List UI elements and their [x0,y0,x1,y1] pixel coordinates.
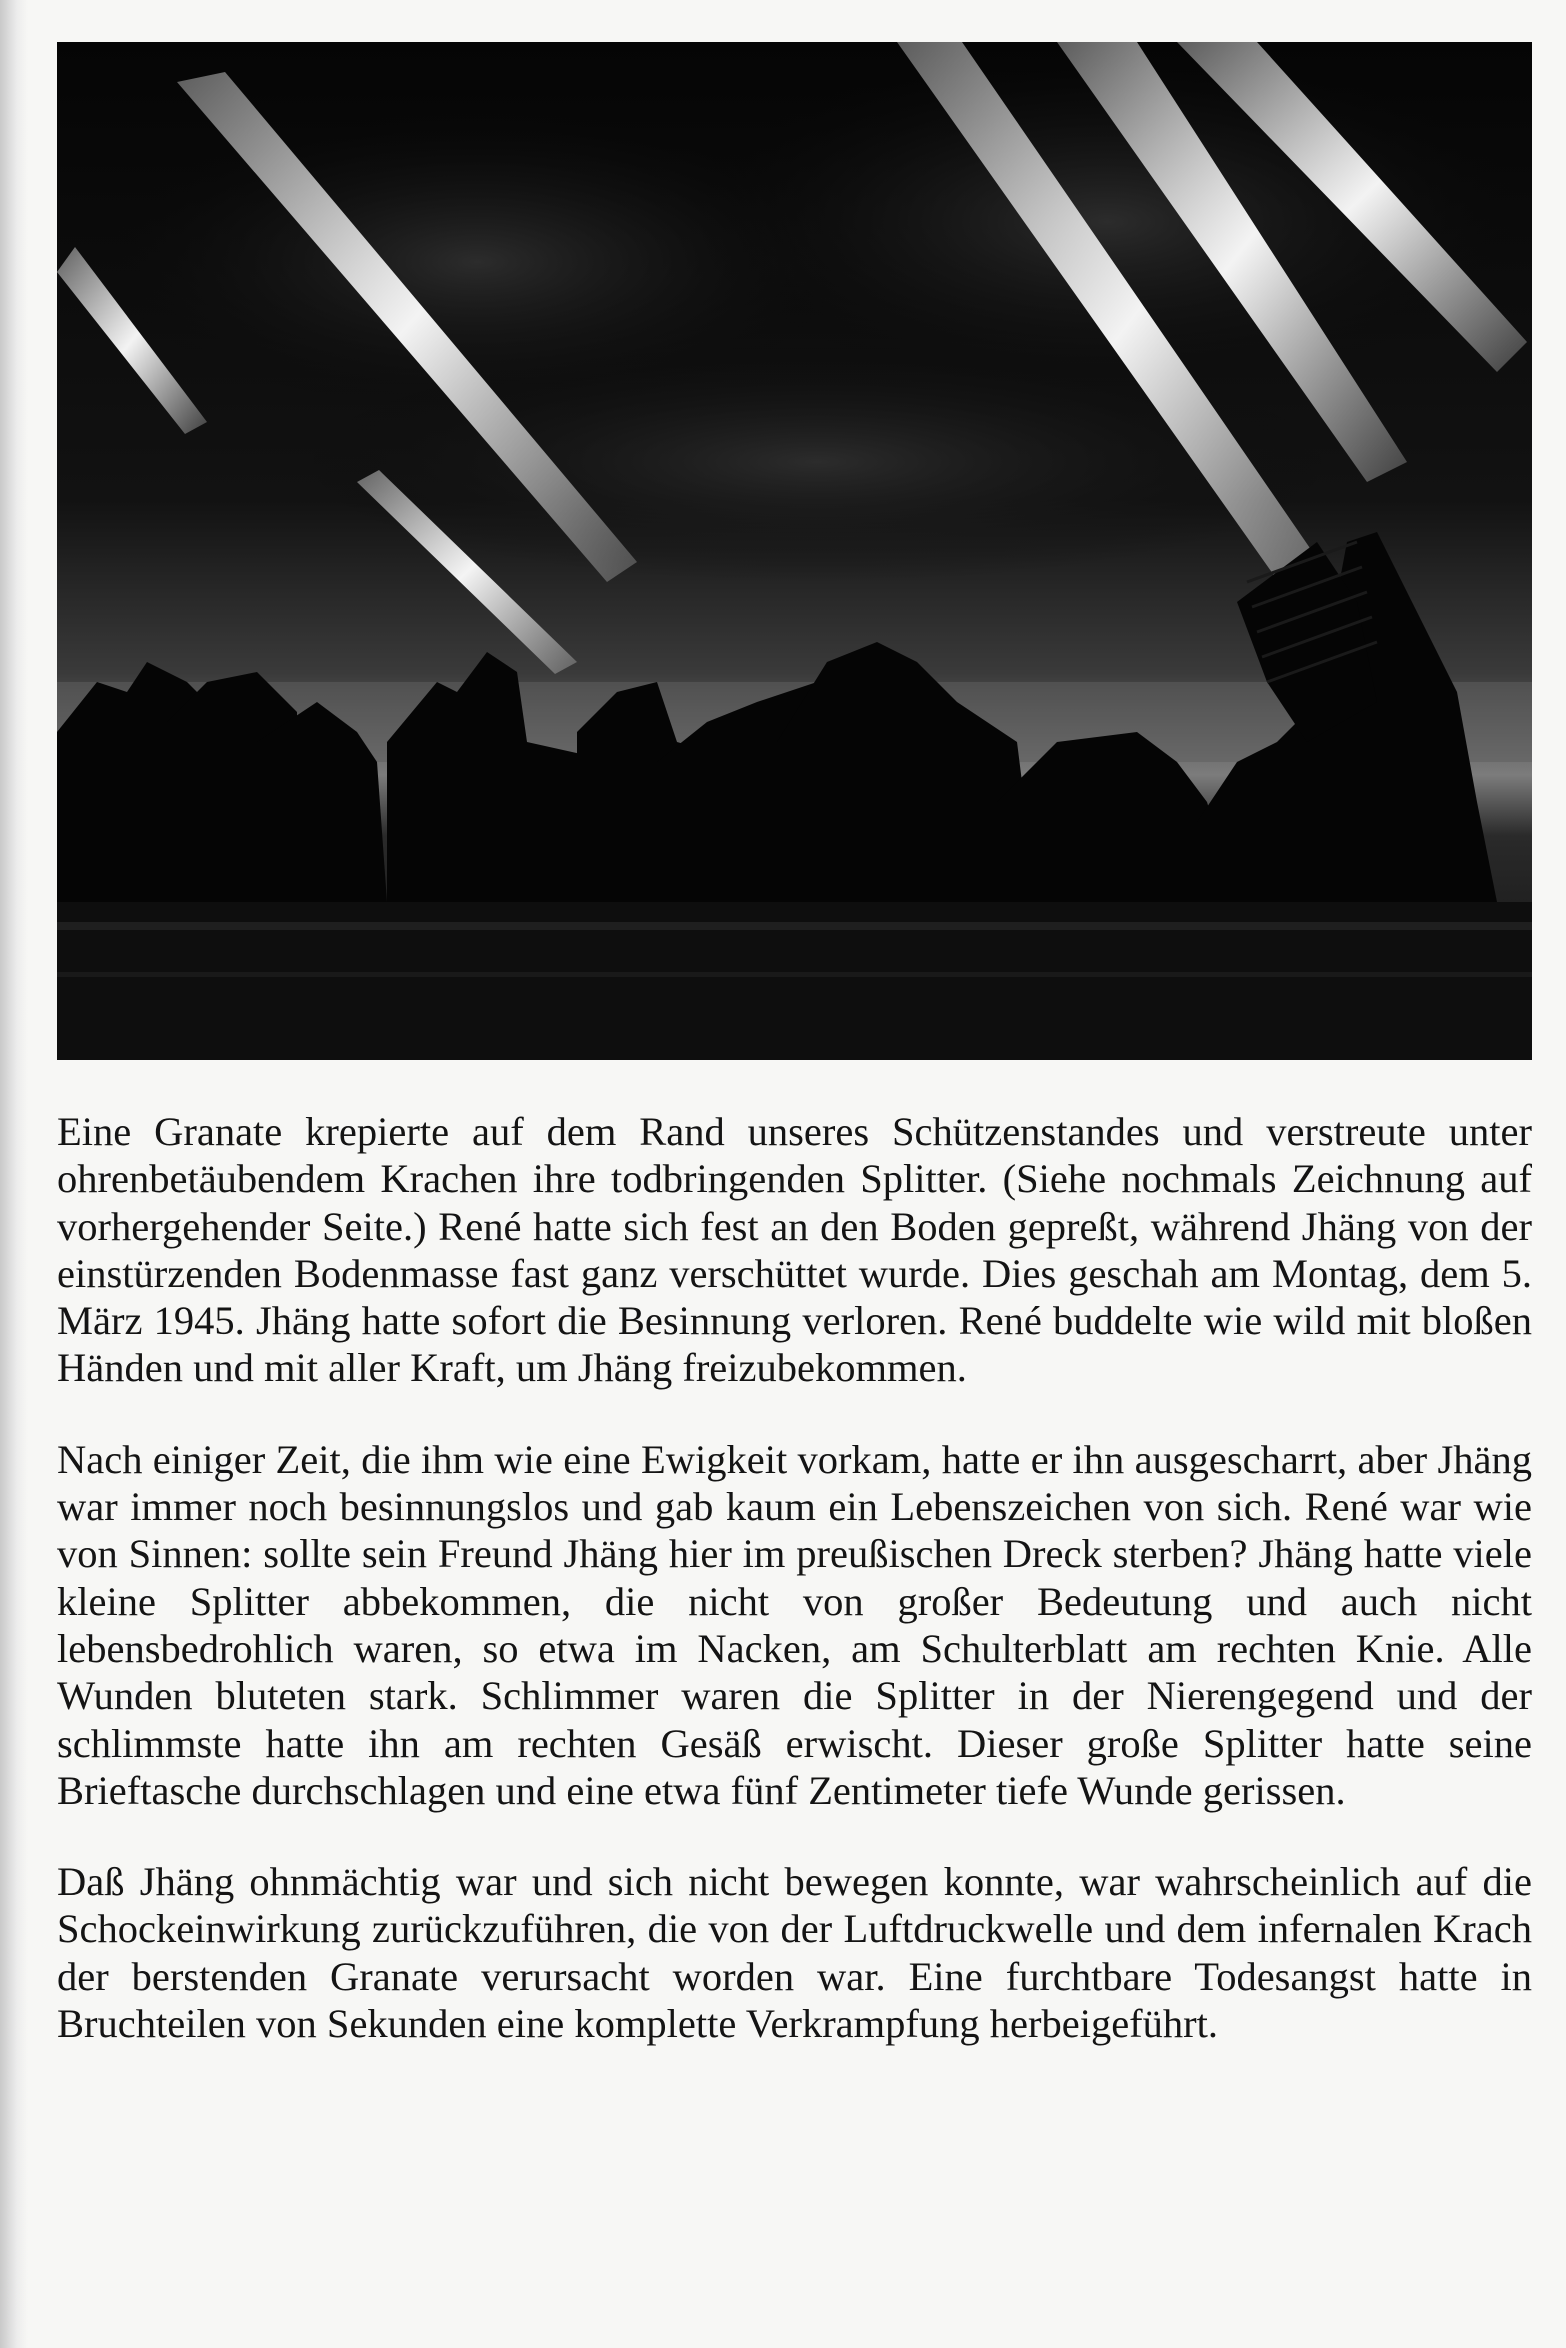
ground [57,902,1532,1060]
page-gutter-shadow [0,0,28,2348]
paragraph-1: Eine Granate krepierte auf dem Rand unseres Schützenstandes und verstreute unter ohrenbetäubendem Krachen ihre todbringenden Splitter. (Siehe nochmals Zeichnung auf vorhergehender Seite.) René hatte sich fest an den Boden gepreßt, während Jhäng von der einstürzenden Bodenmasse fast ganz verschüttet wurde. Dies geschah am Montag, dem 5. März 1945. Jhäng hatte sofort die Besinnung verloren. René buddelte wie wild mit bloßen Händen und mit aller Kraft, um Jhäng freizubekommen. [57,1109,1532,1391]
paragraph-3: Daß Jhäng ohnmächtig war und sich nicht bewegen konnte, war wahrscheinlich auf die Schockeinwirkung zurückzuführen, die von der Luftdruckwelle und dem infernalen Krach der berstenden Granate verursacht worden war. Eine furchtbare Todesangst hatte in Bruchteilen von Sekunden eine komplette Verkrampfung herbeigeführt. [57,1859,1532,2047]
body-text [57,1108,1532,2047]
paragraph-2: Nach einiger Zeit, die ihm wie eine Ewigkeit vorkam, hatte er ihn ausgescharrt, aber Jhäng war immer noch besinnungslos und gab kaum ein Lebenszeichen von sich. René war wie von Sinnen: sollte sein Freund Jhäng hier im preußischen Dreck sterben? Jhäng hatte viele kleine Splitter abbekommen, die nicht von großer Bedeutung und auch nicht lebensbedrohlich waren, so etwa im Nacken, am Schulterblatt am rechten Knie. Alle Wunden bluteten stark. Schlimmer waren die Splitter in der Nierengegend und der schlimmste hatte ihn am rechten Gesäß erwischt. Dieser große Splitter hatte seine Brieftasche durchschlagen und eine etwa fünf Zentimeter tiefe Wunde gerissen. [57,1436,1532,1813]
photo-rocket-launchers-icon [57,42,1532,1060]
